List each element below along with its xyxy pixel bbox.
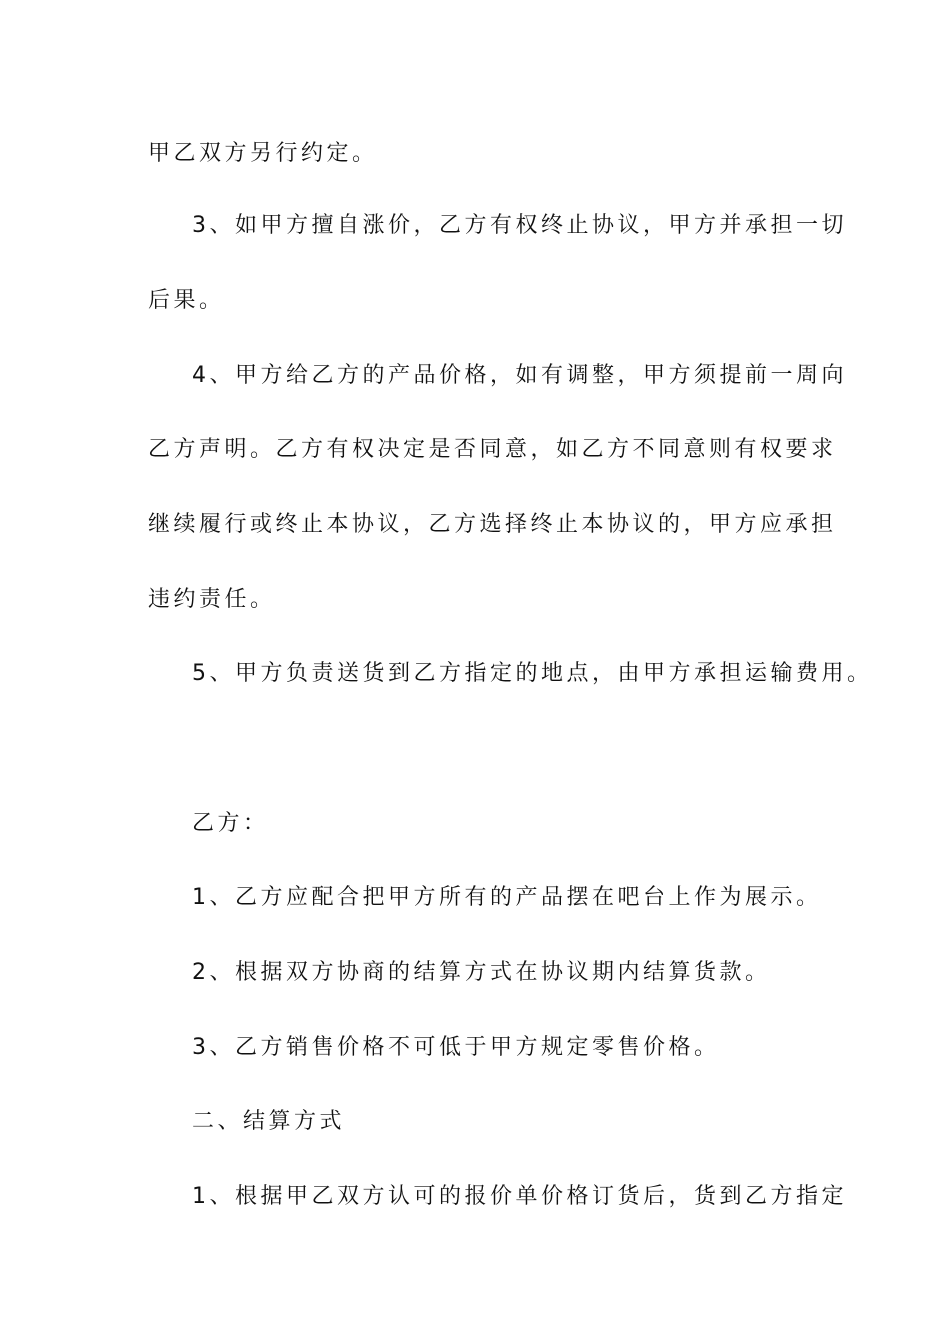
section-heading-settlement: 二、结算方式 [192,1109,346,1134]
text-line: 2、根据双方协商的结算方式在协议期内结算货款。 [192,960,771,985]
text-line: 3、乙方销售价格不可低于甲方规定零售价格。 [192,1035,720,1060]
text-line: 继续履行或终止本协议，乙方选择终止本协议的，甲方应承担 [148,512,837,537]
text-line: 1、根据甲乙双方认可的报价单价格订货后，货到乙方指定 [192,1184,847,1209]
text-line: 3、如甲方擅自涨价，乙方有权终止协议，甲方并承担一切 [192,213,847,238]
section-heading-party-b: 乙方： [192,811,269,836]
text-line: 1、乙方应配合把甲方所有的产品摆在吧台上作为展示。 [192,885,822,910]
text-line: 违约责任。 [148,587,276,612]
text-line: 后果。 [148,288,225,313]
text-line: 乙方声明。乙方有权决定是否同意，如乙方不同意则有权要求 [148,437,837,462]
text-line: 5、甲方负责送货到乙方指定的地点，由甲方承担运输费用。 [192,661,873,686]
text-line: 4、甲方给乙方的产品价格，如有调整，甲方须提前一周向 [192,363,847,388]
text-line: 甲乙双方另行约定。 [148,141,378,166]
